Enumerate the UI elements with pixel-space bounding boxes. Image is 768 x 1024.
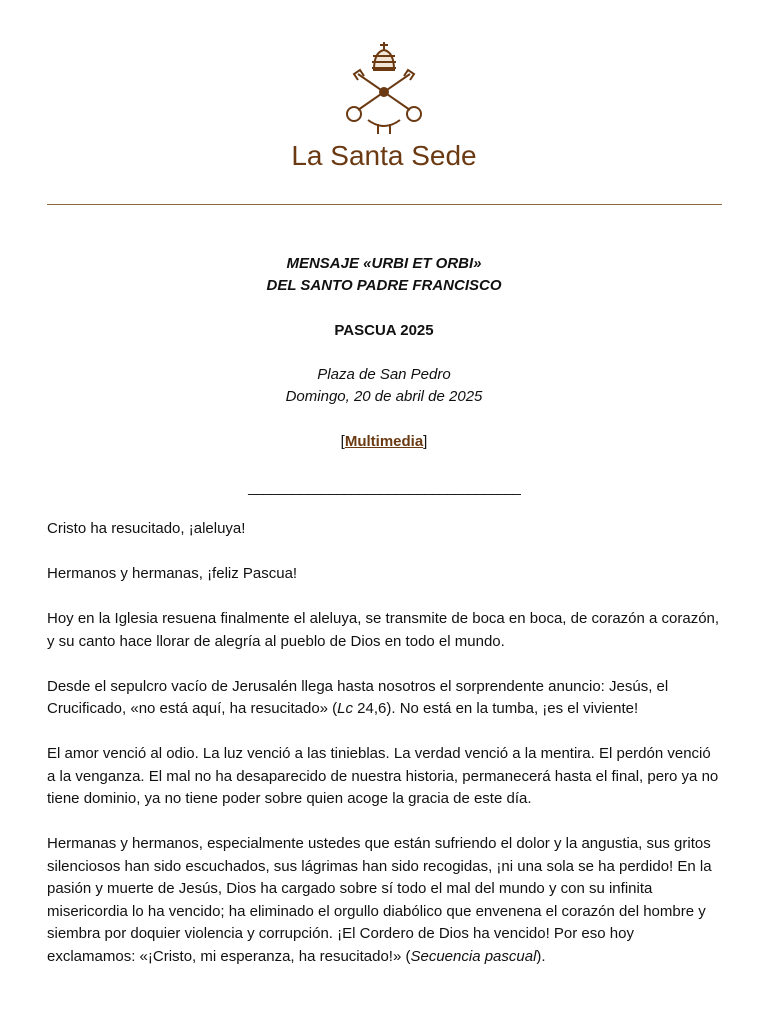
bracket-close: ] (423, 433, 428, 450)
paragraph-6-text-b: ). (536, 947, 546, 965)
paragraph-1: Cristo ha resucitado, ¡aleluya! (47, 520, 246, 537)
document-occasion: PASCUA 2025 (334, 322, 434, 339)
header-divider (47, 204, 722, 205)
site-title[interactable]: La Santa Sede (291, 140, 477, 171)
section-separator: _____________________________________ (248, 479, 520, 496)
multimedia-link[interactable]: Multimedia (344, 433, 424, 450)
document-heading-line1: MENSAJE «URBI ET ORBI» (286, 255, 482, 272)
paragraph-3: Hoy en la Iglesia resuena finalmente el aleluya, se transmite de boca en boca, de corazón a corazón, y su canto hace llorar de alegría al pueblo de Dios en todo el mundo. (47, 610, 720, 650)
paragraph-4 (47, 676, 722, 721)
multimedia-line (0, 431, 768, 453)
paragraph-6 (47, 833, 722, 968)
paragraph-6-text-a: Hermanas y hermanos, especialmente ustedes que están sufriendo el dolor y la angustia, sus gritos silenciosos han sido escuchados, sus lágrimas han sido recogidas, ¡ni una sola se ha perdido! En la pasión y muerte de Jesús, Dios ha cargado sobre sí todo el mal del mundo y con su infinita misericordia lo ha vencido; ha eliminado el orgullo diabólico que envenena el corazón del hombre y siembra por doquier violencia y corrupción. ¡El Cordero de Dios ha vencido! Por eso hoy exclamamos: «¡Cristo, mi esperanza, ha resucitado!» ( (47, 835, 712, 965)
paragraph-5: El amor venció al odio. La luz venció a las tinieblas. La verdad venció a la mentira. El perdón venció a la venganza. El mal no ha desaparecido de nuestra historia, permanecerá hasta el final, pero ya no tiene dominio, ya no tiene poder sobre quien acoge la gracia de este día. (47, 745, 719, 807)
papal-coat-of-arms-icon (338, 40, 430, 136)
document-body (47, 518, 722, 991)
document-heading-line2: DEL SANTO PADRE FRANCISCO (266, 277, 502, 294)
sequence-reference: Secuencia pascual (410, 947, 537, 965)
paragraph-4-text-a: Desde el sepulcro vacío de Jerusalén llega hasta nosotros el sorprendente anuncio: Jesús, el Crucificado, «no está aquí, ha resucitado» ( (47, 677, 669, 717)
document-place: Plaza de San Pedro (317, 366, 451, 383)
bracket-open: [ (340, 433, 345, 450)
paragraph-4-text-b: 24,6). No está en la tumba, ¡es el viviente! (353, 700, 639, 717)
scripture-reference: Lc (337, 700, 354, 717)
paragraph-2: Hermanos y hermanas, ¡feliz Pascua! (47, 565, 298, 582)
document-date: Domingo, 20 de abril de 2025 (285, 388, 483, 405)
